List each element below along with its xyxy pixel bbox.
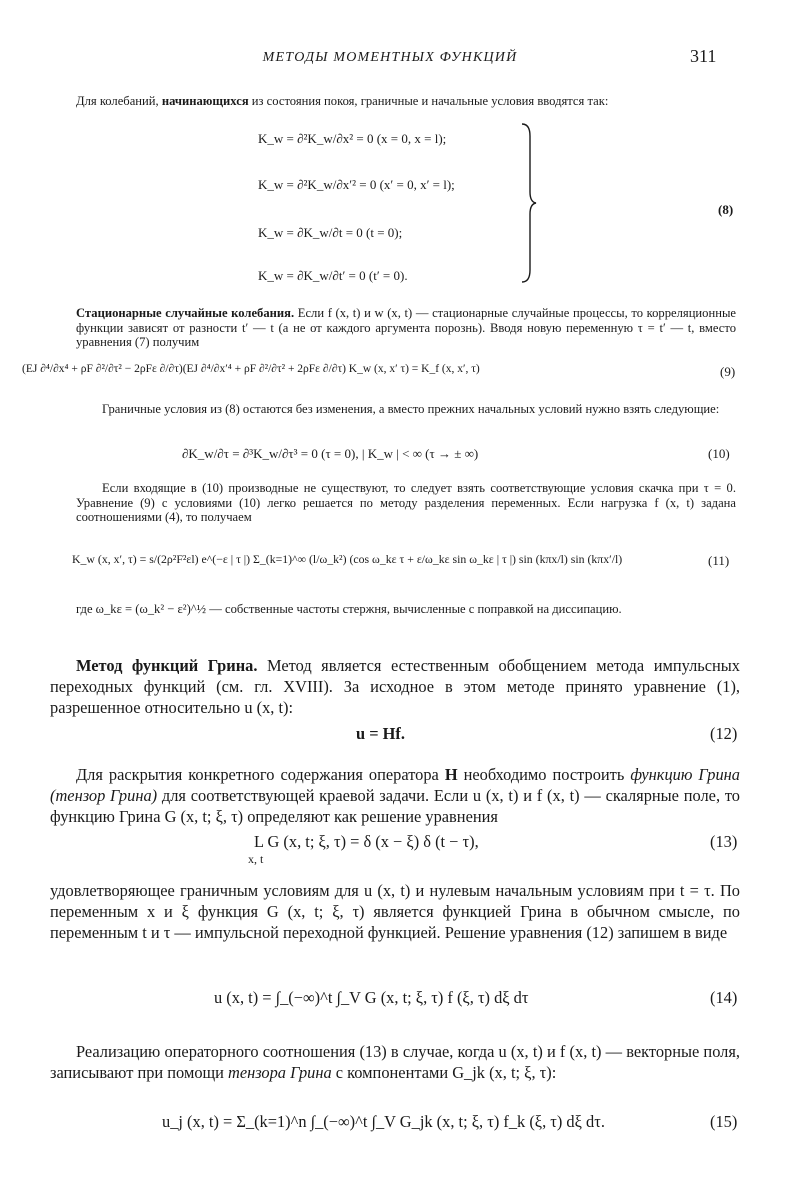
eq8-number: (8) (718, 202, 734, 217)
eq15-formula: u_j (x, t) = Σ_(k=1)^n ∫_(−∞)^t ∫_V G_jk (x, t; ξ, τ) f_k (ξ, τ) dξ dτ. (162, 1112, 605, 1131)
running-header: МЕТОДЫ МОМЕНТНЫХ ФУНКЦИЙ (262, 50, 518, 65)
intro-part-3: из состояния покоя, граничные и начальные условия вводятся так: (251, 94, 609, 108)
eq13-number: (13) (710, 832, 738, 851)
eq8-row-4: K_w = ∂K_w/∂t′ = 0 (t′ = 0). (258, 268, 408, 283)
green-function-term: функцию Грина (тензор Грина) (50, 765, 741, 805)
eq15-number: (15) (710, 1112, 738, 1131)
operator-part-3: для соответствующей краевой задачи. Если u (x, t) и f (x, t) — скалярные поле, то функцию Грина G (x, t; ξ, τ) определяют как решение уравнения (50, 786, 740, 826)
green-paragraph (50, 655, 740, 718)
green-tensor-term: тензора Грина (228, 1063, 332, 1082)
realization-part-2: с компонентами G_jk (x, t; ξ, τ): (331, 1063, 557, 1082)
satisfy-paragraph: удовлетворяющее граничным условиям для u (x, t) и нулевым начальным условиям при t = τ. По переменным x и ξ функция G (x, t; ξ, τ) является функцией Грина в обычном смысле, по переменным t и τ — импульсной переходной функцией. Решение уравнения (12) запишем в виде (50, 881, 740, 942)
page-number: 311 (690, 46, 717, 66)
eq8-row-3: K_w = ∂K_w/∂t = 0 (t = 0); (258, 225, 403, 240)
eq10-number: (10) (708, 446, 730, 461)
eq9-formula: (EJ ∂⁴/∂x⁴ + ρF ∂²/∂τ² − 2ρFε ∂/∂τ)(EJ ∂⁴/∂x′⁴ + ρF ∂²/∂τ² + 2ρFε ∂/∂τ) K_w (x, x′ τ) = K_f (x, x′, τ) (22, 363, 480, 375)
eq8-row-1: K_w = ∂²K_w/∂x² = 0 (x = 0, x = l); (258, 131, 447, 146)
stationary-heading: Стационарные случайные колебания. (76, 306, 295, 320)
intro-paragraph (76, 94, 736, 109)
eq13-subscript: x, t (248, 852, 264, 866)
eq12-formula: u = Hf. (356, 724, 405, 743)
eq8-right-brace (518, 122, 538, 284)
if-paragraph: Если входящие в (10) производные не существуют, то следует взять соответствующие условия скачка при τ = 0. Уравнение (9) с условиями (10) легко решается по методу разделения переменных. Если нагрузка f (x, t) задана соотношениями (4), то получаем (76, 481, 736, 524)
operator-symbol: H (444, 765, 458, 784)
eq12-number: (12) (710, 724, 738, 743)
eq13-formula: L G (x, t; ξ, τ) = δ (x − ξ) δ (t − τ), (254, 832, 479, 851)
eq8-row-2: K_w = ∂²K_w/∂x′² = 0 (x′ = 0, x′ = l); (258, 177, 455, 192)
where-paragraph: где ω_kε = (ω_k² − ε²)^½ — собственные частоты стержня, вычисленные с поправкой на диссипацию. (76, 602, 622, 616)
green-heading: Метод функций Грина. (76, 656, 258, 675)
stationary-text: Если f (x, t) и w (x, t) — стационарные случайные процессы, то корреляционные функции зависят от разности t′ — t (а не от каждого аргумента порознь). Вводя новую переменную τ = t′ — t, вместо уравнения (7) получим (76, 306, 737, 349)
eq14-formula: u (x, t) = ∫_(−∞)^t ∫_V G (x, t; ξ, τ) f (ξ, τ) dξ dτ (214, 988, 529, 1007)
operator-part-1: Для раскрытия конкретного содержания оператора (76, 765, 445, 784)
intro-part-2: начинающихся (161, 94, 249, 108)
boundary-paragraph: Граничные условия из (8) остаются без изменения, а вместо прежних начальных условий нужно взять следующие: (102, 402, 720, 416)
realization-part-1: Реализацию операторного соотношения (13) в случае, когда u (x, t) и f (x, t) — векторные поля, записывают при помощи (50, 1042, 740, 1082)
intro-part-1: Для колебаний, (76, 94, 159, 108)
eq10-formula: ∂K_w/∂τ = ∂³K_w/∂τ³ = 0 (τ = 0), | K_w | < ∞ (τ → ± ∞) (182, 446, 479, 461)
eq9-number: (9) (720, 364, 736, 379)
stationary-paragraph (76, 306, 736, 350)
eq11-formula: K_w (x, x′, τ) = s/(2ρ²F²εl) e^(−ε | τ |) Σ_(k=1)^∞ (l/ω_k²) (cos ω_kε τ + ε/ω_kε sin ω_kε | τ |) sin (kπx/l) sin (kπx′/l) (72, 552, 623, 566)
operator-paragraph (50, 764, 740, 827)
eq11-number: (11) (708, 553, 730, 568)
operator-part-2: необходимо построить (457, 765, 631, 784)
green-text: Метод является естественным обобщением метода импульсных переходных функций (см. гл. XVIII). За исходное в этом методе принято уравнение (1), разрешенное относительно u (x, t): (50, 656, 740, 717)
eq14-number: (14) (710, 988, 738, 1007)
realization-paragraph (50, 1041, 740, 1083)
